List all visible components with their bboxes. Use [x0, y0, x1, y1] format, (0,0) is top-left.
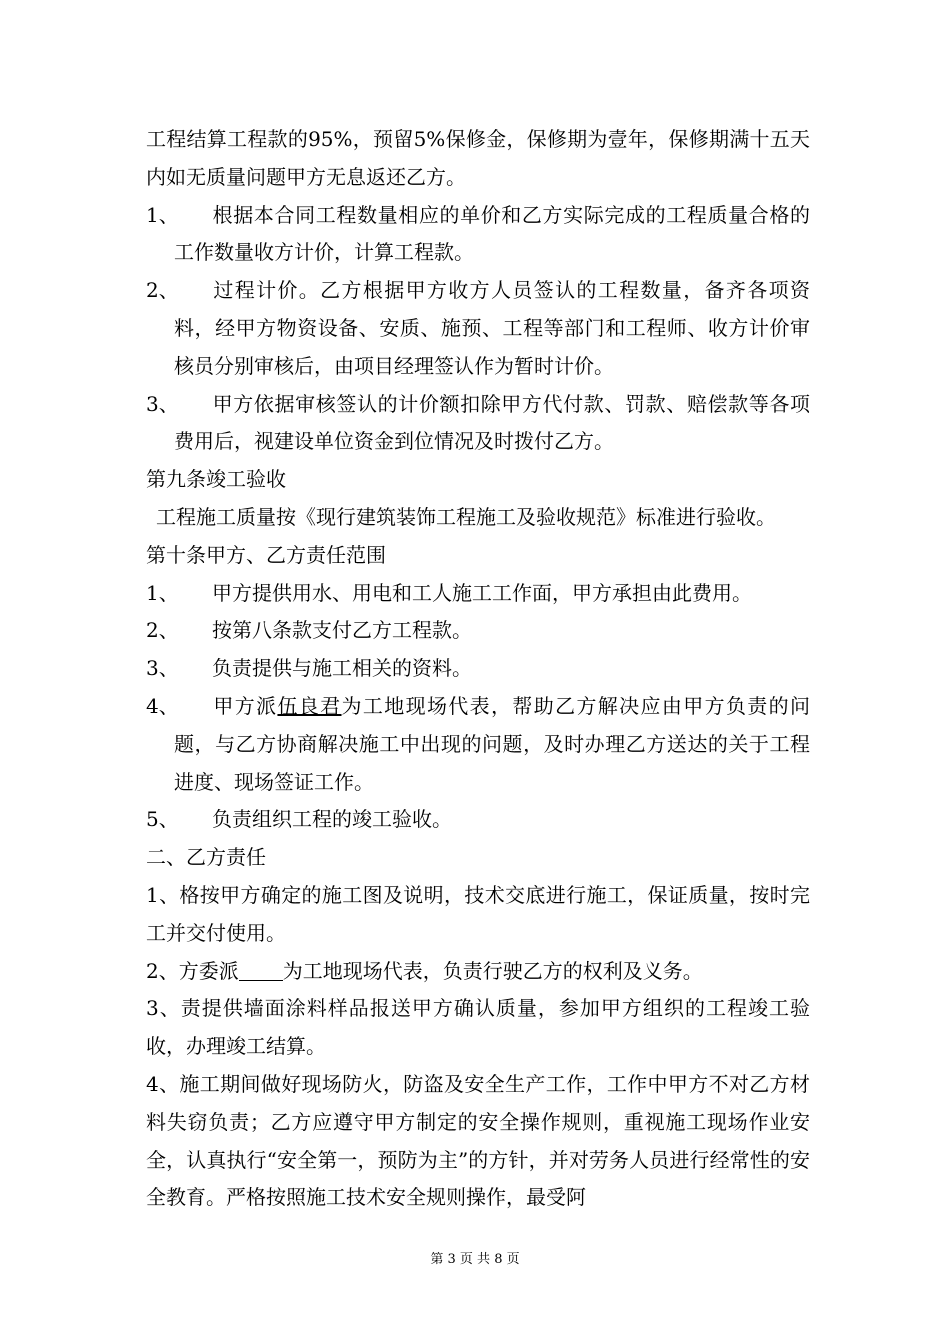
- list-text: 负责提供与施工相关的资料。: [212, 656, 472, 681]
- list-number: 2、: [146, 618, 179, 643]
- document-body: [146, 121, 810, 1217]
- list-number: 4、: [146, 693, 179, 718]
- list-number: 1、: [146, 580, 179, 605]
- section-heading-party-b: 二、乙方责任: [146, 845, 266, 870]
- list-number: 1、: [146, 202, 179, 227]
- list-item: [146, 272, 810, 385]
- list-item: [146, 650, 810, 688]
- list-text: 甲方提供用水、用电和工人施工工作面，甲方承担由此费用。: [212, 580, 752, 605]
- list-text: 按第八条款支付乙方工程款。: [212, 618, 472, 643]
- paragraph-text: 2、方委派: [146, 958, 239, 983]
- list-text: 负责组织工程的竣工验收。: [212, 807, 452, 832]
- list-text: 根据本合同工程数量相应的单价和乙方实际完成的工程质量合格的工作数量收方计价，计算工程款。: [174, 202, 810, 265]
- list-number: 3、: [146, 391, 179, 416]
- paragraph-party-b-1: 1、格按甲方确定的施工图及说明，技术交底进行施工，保证质量，按时完工并交付使用。: [146, 882, 810, 945]
- paragraph-party-b-2: [146, 953, 810, 991]
- representative-name: 伍良君: [277, 693, 342, 718]
- list-number: 3、: [146, 656, 179, 681]
- list-item: [146, 612, 810, 650]
- list-number: 5、: [146, 807, 179, 832]
- list-item: [146, 801, 810, 839]
- paragraph-settlement: 工程结算工程款的95%，预留5%保修金，保修期为壹年，保修期满十五天内如无质量问题甲方无息返还乙方。: [146, 127, 810, 189]
- section-heading-10: 第十条甲方、乙方责任范围: [146, 542, 386, 567]
- list-item: [146, 688, 810, 801]
- paragraph-party-b-3: 3、责提供墙面涂料样品报送甲方确认质量，参加甲方组织的工程竣工验收，办理竣工结算。: [146, 996, 810, 1059]
- blank-fill-line: [239, 960, 283, 981]
- paragraph-acceptance: 工程施工质量按《现行建筑装饰工程施工及验收规范》标准进行验收。: [156, 504, 776, 529]
- list-text: 过程计价。乙方根据甲方收方人员签认的工程数量，备齐各项资料，经甲方物资设备、安质、施预、工程等部门和工程师、收方计价审核员分别审核后，由项目经理签认作为暂时计价。: [174, 278, 810, 378]
- list-item: [146, 386, 810, 462]
- paragraph-party-b-4: 4、施工期间做好现场防火，防盗及安全生产工作，工作中甲方不对乙方材料失窃负责；乙方应遵守甲方制定的安全操作规则，重视施工现场作业安全，认真执行“安全第一，预防为主”的方针，并对劳务人员进行经常性的安全教育。严格按照施工技术安全规则操作，最受阿: [146, 1071, 810, 1210]
- list-number: 2、: [146, 278, 179, 303]
- list-item: [146, 197, 810, 273]
- list-text: 甲方依据审核签认的计价额扣除甲方代付款、罚款、赔偿款等各项费用后，视建设单位资金到位情况及时拨付乙方。: [174, 391, 810, 454]
- section-heading-9: 第九条竣工验收: [146, 467, 286, 492]
- list-text: 甲方派: [212, 693, 278, 718]
- page-footer: 第 3 页 共 8 页: [430, 1252, 520, 1267]
- list-text: 为工地现场代表，帮助乙方解决应由甲方负责的问题，与乙方协商解决施工中出现的问题，及时办理乙方送达的关于工程进度、现场签证工作。: [174, 693, 811, 794]
- list-item: [146, 575, 810, 613]
- paragraph-text: 为工地现场代表，负责行驶乙方的权利及义务。: [282, 958, 703, 983]
